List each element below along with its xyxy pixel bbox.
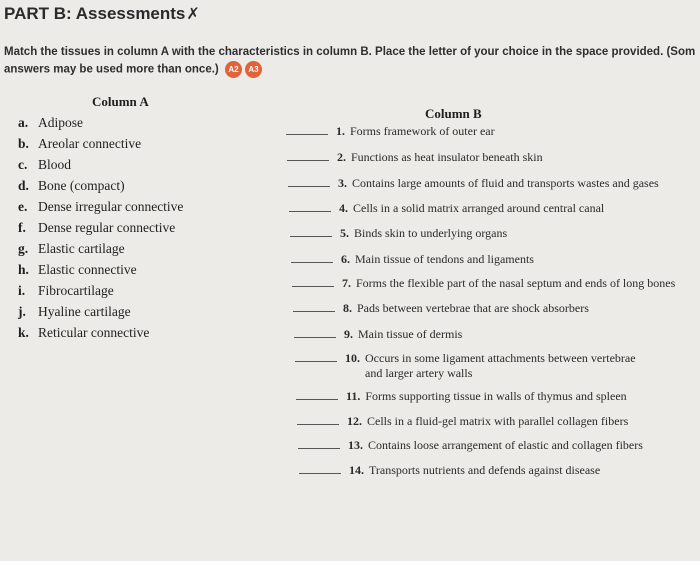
- objective-badge-a3: A3: [245, 61, 262, 78]
- column-b-item: 14. Transports nutrients and defends against disease: [299, 463, 600, 478]
- column-a-item: a. Adipose: [18, 115, 83, 130]
- column-b-item: 12. Cells in a fluid-gel matrix with parallel collagen fibers: [297, 414, 628, 429]
- column-a-item: h. Elastic connective: [18, 262, 137, 277]
- answer-blank[interactable]: [289, 201, 331, 212]
- column-b-item: 1. Forms framework of outer ear: [286, 124, 495, 139]
- column-b-item: 13. Contains loose arrangement of elastic and collagen fibers: [298, 438, 643, 453]
- column-b-title: Column B: [425, 106, 482, 121]
- column-b-item: 5. Binds skin to underlying organs: [290, 226, 507, 241]
- column-a-item: j. Hyaline cartilage: [18, 304, 131, 319]
- instructions-line-2: answers may be used more than once.): [4, 63, 219, 76]
- answer-blank[interactable]: [291, 252, 333, 263]
- column-b-item: 6. Main tissue of tendons and ligaments: [291, 252, 534, 267]
- objective-badge-a2: A2: [225, 61, 242, 78]
- page-title: [4, 4, 200, 24]
- column-a-list: [18, 112, 183, 343]
- instructions: [4, 44, 700, 79]
- column-a-item: e. Dense irregular connective: [18, 199, 184, 214]
- answer-blank[interactable]: [296, 389, 338, 400]
- column-b-item: 8. Pads between vertebrae that are shock absorbers: [293, 301, 589, 316]
- column-a-item: d. Bone (compact): [18, 178, 125, 193]
- answer-blank[interactable]: [298, 438, 340, 449]
- column-b-item: 2. Functions as heat insulator beneath skin: [287, 150, 543, 165]
- column-a-title: Column A: [92, 94, 149, 109]
- instructions-line-1: Match the tissues in column A with the characteristics in column B. Place the letter of your choice in the space provided. (Som: [4, 46, 696, 58]
- answer-blank[interactable]: [299, 463, 341, 474]
- answer-blank[interactable]: [294, 327, 336, 338]
- column-a-item: f. Dense regular connective: [18, 220, 176, 235]
- answer-blank[interactable]: [290, 226, 332, 237]
- column-b-item: 3. Contains large amounts of fluid and transports wastes and gases: [288, 176, 659, 191]
- title-text: PART B: Assessments: [4, 4, 186, 23]
- column-a-item: g. Elastic cartilage: [18, 241, 125, 256]
- answer-blank[interactable]: [286, 124, 328, 135]
- column-a-item: b. Areolar connective: [18, 136, 142, 151]
- column-a-item: i. Fibrocartilage: [18, 283, 114, 298]
- column-b-item: 10. Occurs in some ligament attachments between vertebrae and larger artery walls: [295, 351, 636, 381]
- column-a-item: c. Blood: [18, 157, 72, 172]
- answer-blank[interactable]: [297, 414, 339, 425]
- answer-blank[interactable]: [295, 351, 337, 362]
- column-b-item: 4. Cells in a solid matrix arranged around central canal: [289, 201, 604, 216]
- answer-blank[interactable]: [292, 276, 334, 287]
- column-b-item: 9. Main tissue of dermis: [294, 327, 462, 342]
- answer-blank[interactable]: [293, 301, 335, 312]
- answer-blank[interactable]: [287, 150, 329, 161]
- answer-blank[interactable]: [288, 176, 330, 187]
- column-b-item: 11. Forms supporting tissue in walls of thymus and spleen: [296, 389, 627, 404]
- column-b-item: 7. Forms the flexible part of the nasal septum and ends of long bones: [292, 276, 675, 291]
- column-a-item: k. Reticular connective: [18, 325, 150, 340]
- x-mark-icon: ✗: [186, 6, 200, 23]
